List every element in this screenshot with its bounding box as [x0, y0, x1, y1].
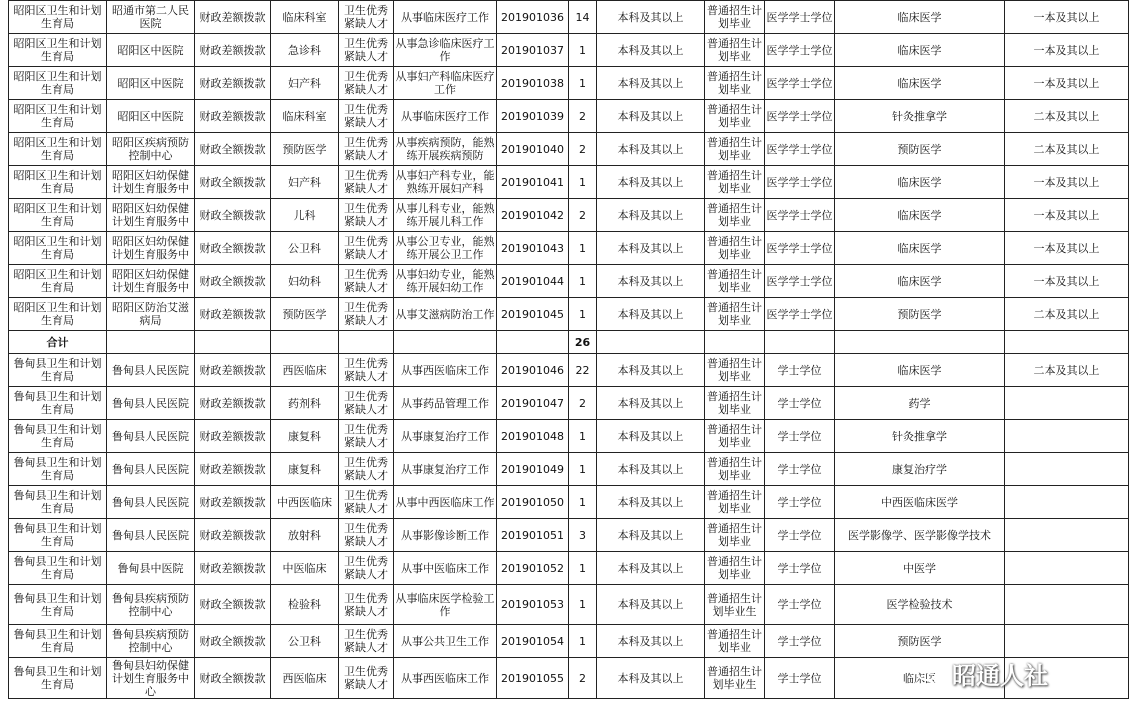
cell-school-tier: 二本及其以上 [1005, 100, 1129, 133]
cell-source: 普通招生计划毕业 [705, 387, 765, 420]
cell-degree: 学士学位 [765, 552, 835, 585]
table-row [9, 552, 1129, 585]
cell-funding-type: 财政全额拨款 [195, 625, 271, 658]
cell-headcount: 1 [569, 232, 597, 265]
cell-school-tier [1005, 552, 1129, 585]
cell-post-category: 卫生优秀紧缺人才 [339, 133, 394, 166]
cell-department: 昭阳区卫生和计划生育局 [9, 298, 107, 331]
cell-degree: 医学学士学位 [765, 100, 835, 133]
cell-education: 本科及其以上 [597, 420, 705, 453]
cell-degree: 医学学士学位 [765, 1, 835, 34]
cell-post-name: 放射科 [271, 519, 339, 552]
cell-department: 鲁甸县卫生和计划生育局 [9, 486, 107, 519]
cell-funding-type: 财政全额拨款 [195, 232, 271, 265]
table-row [9, 625, 1129, 658]
table-row [9, 387, 1129, 420]
cell-department: 鲁甸县卫生和计划生育局 [9, 625, 107, 658]
cell-post-name: 儿科 [271, 199, 339, 232]
cell-source: 普通招生计划毕业 [705, 166, 765, 199]
cell-major: 临床医 [835, 658, 1005, 699]
cell-funding-type: 财政差额拨款 [195, 519, 271, 552]
cell-school-tier [1005, 585, 1129, 625]
cell-employer: 鲁甸县人民医院 [107, 420, 195, 453]
cell-post-name: 临床科室 [271, 100, 339, 133]
cell-post-name: 急诊科 [271, 34, 339, 67]
cell-school-tier: 一本及其以上 [1005, 67, 1129, 100]
cell-post-description: 从事妇产科临床医疗工作 [394, 67, 497, 100]
cell-major: 预防医学 [835, 625, 1005, 658]
cell-post-name: 预防医学 [271, 298, 339, 331]
cell-post-category: 卫生优秀紧缺人才 [339, 1, 394, 34]
cell-major: 临床医学 [835, 232, 1005, 265]
cell-post-description: 从事儿科专业，能熟练开展儿科工作 [394, 199, 497, 232]
cell-funding-type: 财政全额拨款 [195, 658, 271, 699]
cell-degree: 医学学士学位 [765, 34, 835, 67]
cell-post-description: 从事妇幼专业，能熟练开展妇幼工作 [394, 265, 497, 298]
cell-degree: 学士学位 [765, 387, 835, 420]
cell-post-description: 从事中医临床工作 [394, 552, 497, 585]
cell-funding-type: 财政全额拨款 [195, 199, 271, 232]
cell-post-description: 从事艾滋病防治工作 [394, 298, 497, 331]
cell-post-description: 从事康复治疗工作 [394, 453, 497, 486]
cell-department: 昭阳区卫生和计划生育局 [9, 232, 107, 265]
cell-education: 本科及其以上 [597, 298, 705, 331]
cell-post-code: 201901046 [497, 354, 569, 387]
cell-post-code: 201901048 [497, 420, 569, 453]
cell-department: 鲁甸县卫生和计划生育局 [9, 420, 107, 453]
cell-department: 鲁甸县卫生和计划生育局 [9, 354, 107, 387]
cell-school-tier: 一本及其以上 [1005, 265, 1129, 298]
total-row [9, 331, 1129, 354]
cell-post-description: 从事公共卫生工作 [394, 625, 497, 658]
cell-post-name: 西医临床 [271, 354, 339, 387]
cell-post-code: 201901055 [497, 658, 569, 699]
cell-employer: 鲁甸县中医院 [107, 552, 195, 585]
cell-school-tier: 二本及其以上 [1005, 298, 1129, 331]
cell-headcount: 1 [569, 420, 597, 453]
cell-post-name: 临床科室 [271, 1, 339, 34]
cell-funding-type: 财政全额拨款 [195, 585, 271, 625]
cell-headcount: 2 [569, 387, 597, 420]
cell-post-description: 从事药品管理工作 [394, 387, 497, 420]
cell-post-code: 201901045 [497, 298, 569, 331]
cell-employer: 鲁甸县人民医院 [107, 519, 195, 552]
cell-post-code: 201901047 [497, 387, 569, 420]
cell-post-description: 从事临床医疗工作 [394, 100, 497, 133]
recruitment-table [8, 0, 1129, 699]
cell-post-description: 从事影像诊断工作 [394, 519, 497, 552]
cell-post-category: 卫生优秀紧缺人才 [339, 420, 394, 453]
cell-post-code: 201901053 [497, 585, 569, 625]
cell-major: 临床医学 [835, 67, 1005, 100]
cell-education: 本科及其以上 [597, 519, 705, 552]
cell-headcount: 1 [569, 298, 597, 331]
cell-employer: 鲁甸县疾病预防控制中心 [107, 625, 195, 658]
cell-degree: 医学学士学位 [765, 166, 835, 199]
table-row [9, 1, 1129, 34]
cell-headcount: 2 [569, 133, 597, 166]
cell-headcount: 1 [569, 34, 597, 67]
cell-post-category: 卫生优秀紧缺人才 [339, 354, 394, 387]
cell-school-tier [1005, 519, 1129, 552]
cell-education: 本科及其以上 [597, 658, 705, 699]
cell-source: 普通招生计划毕业 [705, 199, 765, 232]
cell-headcount: 2 [569, 100, 597, 133]
cell-degree: 学士学位 [765, 519, 835, 552]
cell-school-tier: 二本及其以上 [1005, 354, 1129, 387]
cell-employer: 昭阳区疾病预防控制中心 [107, 133, 195, 166]
cell-source: 普通招生计划毕业 [705, 354, 765, 387]
cell-employer: 鲁甸县人民医院 [107, 486, 195, 519]
cell-major: 临床医学 [835, 166, 1005, 199]
cell-department: 鲁甸县卫生和计划生育局 [9, 453, 107, 486]
cell-post-code: 201901039 [497, 100, 569, 133]
cell-department: 昭阳区卫生和计划生育局 [9, 100, 107, 133]
cell-funding-type: 财政差额拨款 [195, 354, 271, 387]
cell-education: 本科及其以上 [597, 552, 705, 585]
table-row [9, 67, 1129, 100]
cell-headcount: 22 [569, 354, 597, 387]
cell-funding-type: 财政差额拨款 [195, 486, 271, 519]
cell-post-category: 卫生优秀紧缺人才 [339, 519, 394, 552]
cell-department: 昭阳区卫生和计划生育局 [9, 67, 107, 100]
cell-school-tier: 一本及其以上 [1005, 232, 1129, 265]
cell-post-code: 201901054 [497, 625, 569, 658]
cell-degree: 学士学位 [765, 486, 835, 519]
total-value: 26 [569, 331, 597, 354]
cell-post-category: 卫生优秀紧缺人才 [339, 265, 394, 298]
table-row [9, 453, 1129, 486]
cell-department: 昭阳区卫生和计划生育局 [9, 1, 107, 34]
cell-school-tier [1005, 387, 1129, 420]
cell-employer: 昭阳区中医院 [107, 100, 195, 133]
cell-major: 临床医学 [835, 354, 1005, 387]
cell-major: 针灸推拿学 [835, 100, 1005, 133]
cell-major: 预防医学 [835, 298, 1005, 331]
cell-funding-type: 财政差额拨款 [195, 100, 271, 133]
table-row [9, 265, 1129, 298]
cell-source: 普通招生计划毕业生 [705, 585, 765, 625]
cell-headcount: 1 [569, 166, 597, 199]
cell-funding-type: 财政差额拨款 [195, 34, 271, 67]
cell-school-tier [1005, 625, 1129, 658]
cell-post-code: 201901036 [497, 1, 569, 34]
cell-post-category: 卫生优秀紧缺人才 [339, 625, 394, 658]
cell-education: 本科及其以上 [597, 34, 705, 67]
cell-funding-type: 财政差额拨款 [195, 1, 271, 34]
cell-headcount: 2 [569, 199, 597, 232]
cell-source: 普通招生计划毕业 [705, 519, 765, 552]
cell-post-description: 从事中西医临床工作 [394, 486, 497, 519]
cell-degree: 医学学士学位 [765, 133, 835, 166]
cell-post-category: 卫生优秀紧缺人才 [339, 387, 394, 420]
table-row [9, 199, 1129, 232]
cell-headcount: 1 [569, 585, 597, 625]
cell-education: 本科及其以上 [597, 100, 705, 133]
cell-headcount: 1 [569, 453, 597, 486]
cell-source: 普通招生计划毕业 [705, 298, 765, 331]
cell-school-tier: 二本及其以上 [1005, 133, 1129, 166]
cell-education: 本科及其以上 [597, 133, 705, 166]
cell-source: 普通招生计划毕业生 [705, 658, 765, 699]
cell-education: 本科及其以上 [597, 354, 705, 387]
cell-major: 临床医学 [835, 199, 1005, 232]
cell-major: 康复治疗学 [835, 453, 1005, 486]
table-row [9, 486, 1129, 519]
cell-post-code: 201901052 [497, 552, 569, 585]
cell-source: 普通招生计划毕业 [705, 625, 765, 658]
cell-employer: 昭阳区妇幼保健计划生育服务中 [107, 265, 195, 298]
cell-education: 本科及其以上 [597, 1, 705, 34]
cell-degree: 学士学位 [765, 625, 835, 658]
table-row [9, 354, 1129, 387]
table-row [9, 166, 1129, 199]
cell-degree: 学士学位 [765, 585, 835, 625]
cell-education: 本科及其以上 [597, 453, 705, 486]
cell-post-code: 201901049 [497, 453, 569, 486]
cell-education: 本科及其以上 [597, 232, 705, 265]
cell-department: 昭阳区卫生和计划生育局 [9, 166, 107, 199]
cell-headcount: 1 [569, 486, 597, 519]
cell-funding-type: 财政全额拨款 [195, 265, 271, 298]
cell-education: 本科及其以上 [597, 585, 705, 625]
cell-source: 普通招生计划毕业 [705, 552, 765, 585]
cell-funding-type: 财政差额拨款 [195, 420, 271, 453]
cell-education: 本科及其以上 [597, 625, 705, 658]
cell-major: 临床医学 [835, 265, 1005, 298]
cell-post-category: 卫生优秀紧缺人才 [339, 658, 394, 699]
wechat-icon [916, 662, 946, 686]
cell-source: 普通招生计划毕业 [705, 232, 765, 265]
cell-education: 本科及其以上 [597, 166, 705, 199]
cell-education: 本科及其以上 [597, 199, 705, 232]
cell-post-code: 201901050 [497, 486, 569, 519]
cell-school-tier: 一本及其以上 [1005, 34, 1129, 67]
cell-degree: 医学学士学位 [765, 67, 835, 100]
cell-major: 针灸推拿学 [835, 420, 1005, 453]
cell-post-name: 公卫科 [271, 625, 339, 658]
table-row [9, 420, 1129, 453]
cell-employer: 昭阳区中医院 [107, 67, 195, 100]
cell-funding-type: 财政全额拨款 [195, 166, 271, 199]
cell-funding-type: 财政差额拨款 [195, 387, 271, 420]
cell-employer: 鲁甸县人民医院 [107, 354, 195, 387]
cell-major: 预防医学 [835, 133, 1005, 166]
cell-funding-type: 财政差额拨款 [195, 552, 271, 585]
cell-post-code: 201901041 [497, 166, 569, 199]
cell-post-description: 从事公卫专业，能熟练开展公卫工作 [394, 232, 497, 265]
cell-major: 药学 [835, 387, 1005, 420]
cell-post-code: 201901044 [497, 265, 569, 298]
cell-major: 中医学 [835, 552, 1005, 585]
cell-post-description: 从事康复治疗工作 [394, 420, 497, 453]
cell-headcount: 1 [569, 265, 597, 298]
cell-post-category: 卫生优秀紧缺人才 [339, 552, 394, 585]
cell-department: 鲁甸县卫生和计划生育局 [9, 387, 107, 420]
cell-funding-type: 财政差额拨款 [195, 298, 271, 331]
cell-employer: 昭阳区妇幼保健计划生育服务中 [107, 166, 195, 199]
cell-education: 本科及其以上 [597, 387, 705, 420]
cell-post-name: 妇产科 [271, 166, 339, 199]
cell-post-name: 康复科 [271, 453, 339, 486]
cell-post-category: 卫生优秀紧缺人才 [339, 199, 394, 232]
cell-funding-type: 财政差额拨款 [195, 453, 271, 486]
cell-post-name: 中医临床 [271, 552, 339, 585]
cell-source: 普通招生计划毕业 [705, 453, 765, 486]
table-row [9, 100, 1129, 133]
cell-education: 本科及其以上 [597, 67, 705, 100]
cell-employer: 鲁甸县妇幼保健计划生育服务中心 [107, 658, 195, 699]
cell-employer: 昭阳区中医院 [107, 34, 195, 67]
cell-department: 鲁甸县卫生和计划生育局 [9, 585, 107, 625]
cell-post-category: 卫生优秀紧缺人才 [339, 585, 394, 625]
cell-post-category: 卫生优秀紧缺人才 [339, 232, 394, 265]
cell-degree: 医学学士学位 [765, 298, 835, 331]
cell-school-tier: 一本及其以上 [1005, 166, 1129, 199]
cell-funding-type: 财政全额拨款 [195, 133, 271, 166]
cell-employer: 昭阳区防治艾滋病局 [107, 298, 195, 331]
cell-school-tier [1005, 453, 1129, 486]
cell-post-name: 预防医学 [271, 133, 339, 166]
cell-major: 中西医临床医学 [835, 486, 1005, 519]
cell-department: 鲁甸县卫生和计划生育局 [9, 519, 107, 552]
cell-headcount: 1 [569, 67, 597, 100]
cell-degree: 医学学士学位 [765, 199, 835, 232]
cell-post-description: 从事临床医学检验工作 [394, 585, 497, 625]
cell-education: 本科及其以上 [597, 486, 705, 519]
cell-post-code: 201901051 [497, 519, 569, 552]
table-row [9, 232, 1129, 265]
cell-post-name: 妇幼科 [271, 265, 339, 298]
cell-headcount: 14 [569, 1, 597, 34]
cell-post-category: 卫生优秀紧缺人才 [339, 166, 394, 199]
table-row [9, 133, 1129, 166]
cell-major: 临床医学 [835, 1, 1005, 34]
cell-post-description: 从事西医临床工作 [394, 658, 497, 699]
cell-degree: 医学学士学位 [765, 232, 835, 265]
cell-source: 普通招生计划毕业 [705, 1, 765, 34]
cell-degree: 学士学位 [765, 420, 835, 453]
cell-post-name: 检验科 [271, 585, 339, 625]
cell-degree: 学士学位 [765, 354, 835, 387]
cell-headcount: 2 [569, 658, 597, 699]
cell-post-code: 201901037 [497, 34, 569, 67]
cell-funding-type: 财政差额拨款 [195, 67, 271, 100]
cell-major: 医学影像学、医学影像学技术 [835, 519, 1005, 552]
cell-post-name: 药剂科 [271, 387, 339, 420]
cell-major: 临床医学 [835, 34, 1005, 67]
cell-employer: 昭通市第二人民医院 [107, 1, 195, 34]
cell-post-name: 妇产科 [271, 67, 339, 100]
cell-employer: 昭阳区妇幼保健计划生育服务中 [107, 232, 195, 265]
cell-post-description: 从事妇产科专业，能熟练开展妇产科 [394, 166, 497, 199]
cell-post-description: 从事西医临床工作 [394, 354, 497, 387]
total-label: 合计 [9, 331, 107, 354]
cell-headcount: 1 [569, 625, 597, 658]
cell-headcount: 3 [569, 519, 597, 552]
cell-school-tier [1005, 486, 1129, 519]
cell-employer: 鲁甸县人民医院 [107, 387, 195, 420]
watermark [916, 656, 1048, 691]
cell-post-description: 从事疾病预防，能熟练开展疾病预防 [394, 133, 497, 166]
cell-post-name: 康复科 [271, 420, 339, 453]
table-row [9, 298, 1129, 331]
cell-post-code: 201901040 [497, 133, 569, 166]
watermark-text: 昭通人社 [952, 662, 1048, 690]
cell-post-name: 西医临床 [271, 658, 339, 699]
cell-employer: 鲁甸县疾病预防控制中心 [107, 585, 195, 625]
cell-post-category: 卫生优秀紧缺人才 [339, 453, 394, 486]
cell-post-name: 中西医临床 [271, 486, 339, 519]
cell-post-category: 卫生优秀紧缺人才 [339, 298, 394, 331]
cell-department: 鲁甸县卫生和计划生育局 [9, 658, 107, 699]
cell-department: 昭阳区卫生和计划生育局 [9, 265, 107, 298]
cell-post-description: 从事临床医疗工作 [394, 1, 497, 34]
cell-degree: 学士学位 [765, 658, 835, 699]
cell-source: 普通招生计划毕业 [705, 34, 765, 67]
cell-department: 鲁甸县卫生和计划生育局 [9, 552, 107, 585]
cell-source: 普通招生计划毕业 [705, 67, 765, 100]
cell-school-tier [1005, 420, 1129, 453]
cell-employer: 鲁甸县人民医院 [107, 453, 195, 486]
cell-school-tier: 一本及其以上 [1005, 199, 1129, 232]
cell-education: 本科及其以上 [597, 265, 705, 298]
cell-department: 昭阳区卫生和计划生育局 [9, 199, 107, 232]
cell-post-description: 从事急诊临床医疗工作 [394, 34, 497, 67]
cell-post-category: 卫生优秀紧缺人才 [339, 486, 394, 519]
cell-department: 昭阳区卫生和计划生育局 [9, 133, 107, 166]
cell-post-category: 卫生优秀紧缺人才 [339, 34, 394, 67]
cell-post-name: 公卫科 [271, 232, 339, 265]
cell-degree: 学士学位 [765, 453, 835, 486]
cell-employer: 昭阳区妇幼保健计划生育服务中 [107, 199, 195, 232]
cell-source: 普通招生计划毕业 [705, 100, 765, 133]
cell-major: 医学检验技术 [835, 585, 1005, 625]
cell-degree: 医学学士学位 [765, 265, 835, 298]
table-row [9, 585, 1129, 625]
cell-post-code: 201901038 [497, 67, 569, 100]
cell-source: 普通招生计划毕业 [705, 265, 765, 298]
cell-post-code: 201901043 [497, 232, 569, 265]
cell-school-tier: 一本及其以上 [1005, 1, 1129, 34]
table-row [9, 519, 1129, 552]
cell-headcount: 1 [569, 552, 597, 585]
table-row [9, 34, 1129, 67]
cell-post-code: 201901042 [497, 199, 569, 232]
cell-post-category: 卫生优秀紧缺人才 [339, 67, 394, 100]
cell-source: 普通招生计划毕业 [705, 486, 765, 519]
cell-department: 昭阳区卫生和计划生育局 [9, 34, 107, 67]
cell-post-category: 卫生优秀紧缺人才 [339, 100, 394, 133]
cell-source: 普通招生计划毕业 [705, 133, 765, 166]
cell-source: 普通招生计划毕业 [705, 420, 765, 453]
